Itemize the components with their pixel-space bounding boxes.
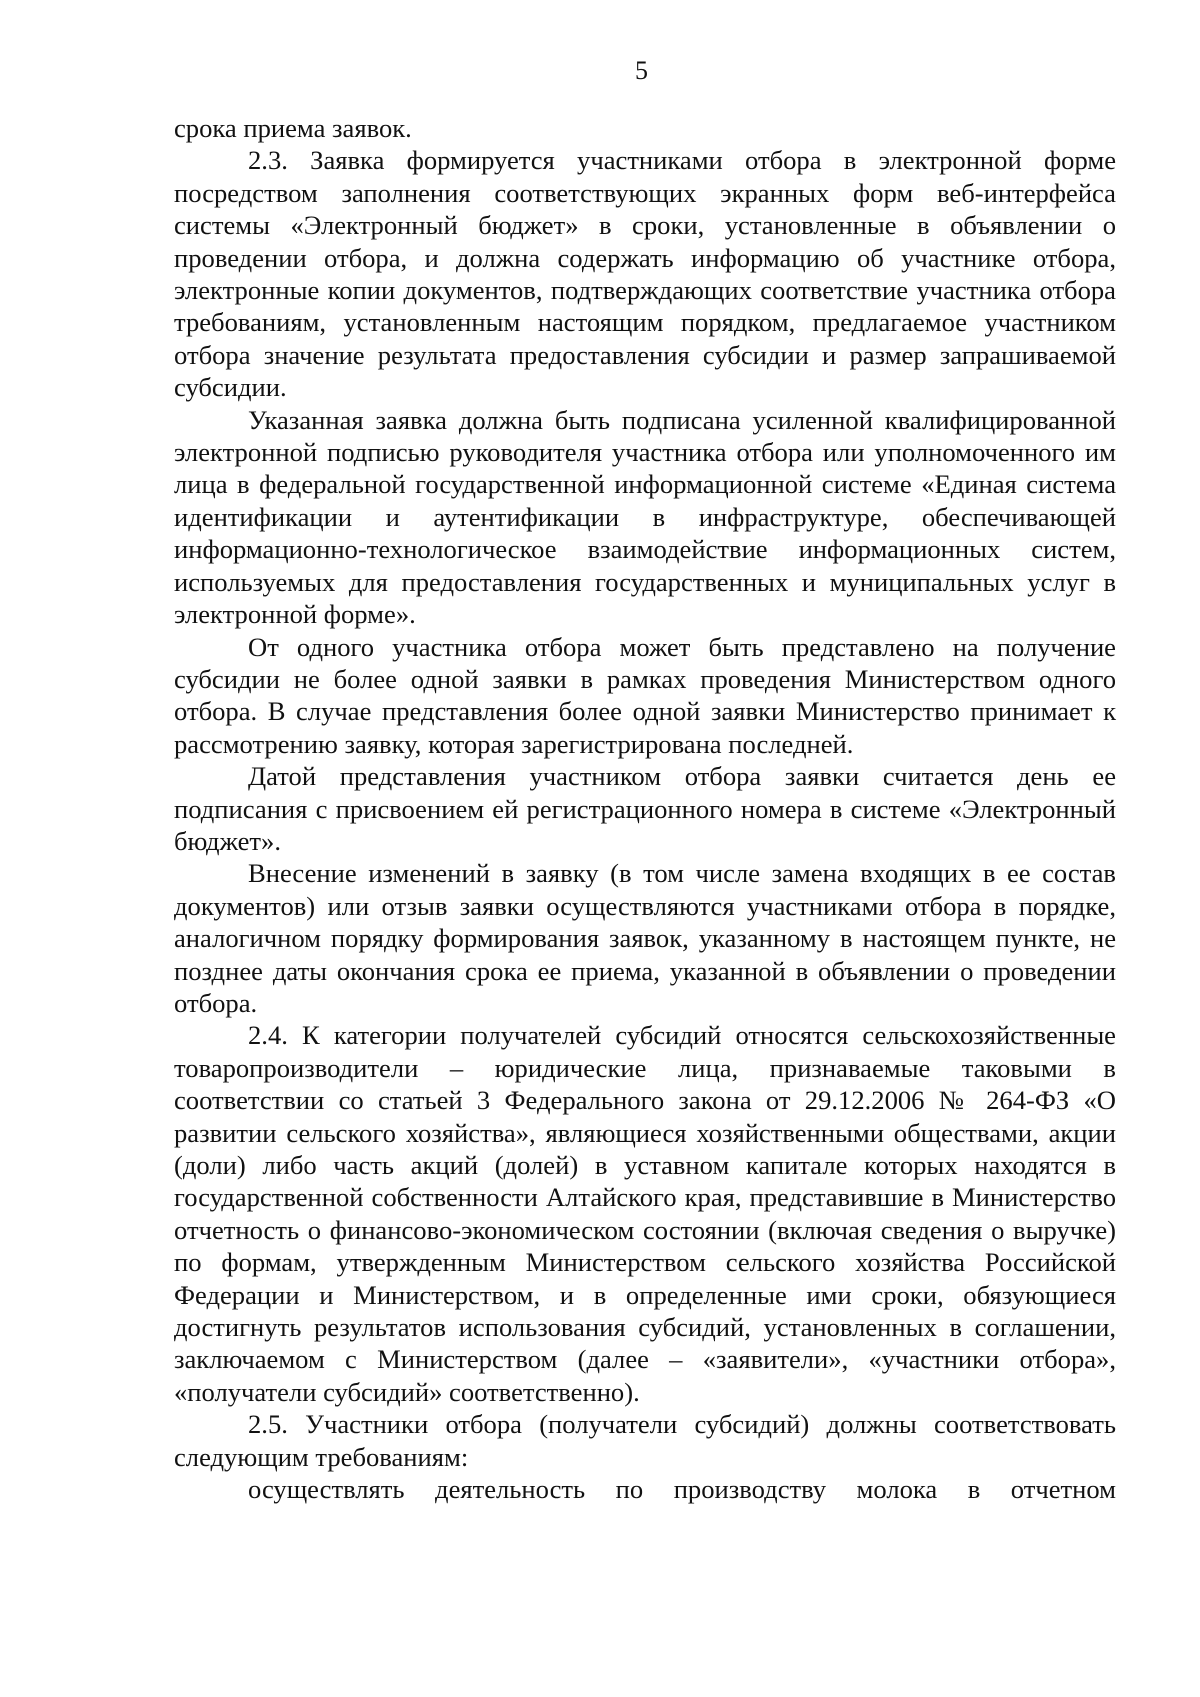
paragraph-single-application: От одного участника отбора может быть представлено на получение субсидии не более одной заявки в рамках проведения Министерством одного отбора. В случае представления более одной заявки Министерство принимает к рассмотрению заявку, которая зарегистрирована последней.: [174, 631, 1116, 759]
paragraph-2-4: 2.4. К категории получателей субсидий относятся сельскохозяйственные товаропроизводители – юридические лица, признаваемые таковыми в соответствии со статьей 3 Федерального закона от 29.12.2006 № 264-ФЗ «О развитии сельского хозяйства», являющиеся хозяйственными обществами, акции (доли) либо часть акций (долей) в уставном капитале которых находятся в государственной собственности Алтайского края, представившие в Министерство отчетность о финансово-экономическом состоянии (включая сведения о выручке) по формам, утвержденным Министерством сельского хозяйства Российской Федерации и Министерством, и в определенные ими сроки, обязующиеся достигнуть результатов использования субсидий, установленных в соглашении, заключаемом с Министерством (далее – «заявители», «участники отбора», «получатели субсидий» соответственно).: [174, 1020, 1116, 1407]
paragraph-submission-date: Датой представления участником отбора заявки считается день ее подписания с присвоением ей регистрационного номера в системе «Электронный бюджет».: [174, 761, 1116, 856]
paragraph-continuation: срока приема заявок.: [174, 113, 412, 143]
paragraph-requirement-milk: осуществлять деятельность по производству молока в отчетном: [248, 1474, 1116, 1505]
document-body: [174, 112, 1116, 1505]
paragraph-application-changes: Внесение изменений в заявку (в том числе замена входящих в ее состав документов) или отзыв заявки осуществляются участниками отбора в порядке, аналогичном порядку формирования заявок, указанному в настоящем пункте, не позднее даты окончания срока ее приема, указанной в объявлении о проведении отбора.: [174, 858, 1116, 1018]
paragraph-2-5: 2.5. Участники отбора (получатели субсидий) должны соответствовать следующим требованиям:: [174, 1409, 1116, 1472]
paragraph-2-3: 2.3. Заявка формируется участниками отбора в электронной форме посредством заполнения соответствующих экранных форм веб-интерфейса системы «Электронный бюджет» в сроки, установленные в объявлении о проведении отбора, и должна содержать информацию об участнике отбора, электронные копии документов, подтверждающих соответствие участника отбора требованиям, установленным настоящим порядком, предлагаемое участником отбора значение результата предоставления субсидии и размер запрашиваемой субсидии.: [174, 145, 1116, 403]
page-number: 5: [635, 56, 648, 85]
paragraph-signature-requirement: Указанная заявка должна быть подписана усиленной квалифицированной электронной подписью руководителя участника отбора или уполномоченного им лица в федеральной государственной информационной системе «Единая система идентификации и аутентификации в инфраструктуре, обеспечивающей информационно-технологическое взаимодействие информационных систем, используемых для предоставления государственных и муниципальных услуг в электронной форме».: [174, 404, 1116, 630]
